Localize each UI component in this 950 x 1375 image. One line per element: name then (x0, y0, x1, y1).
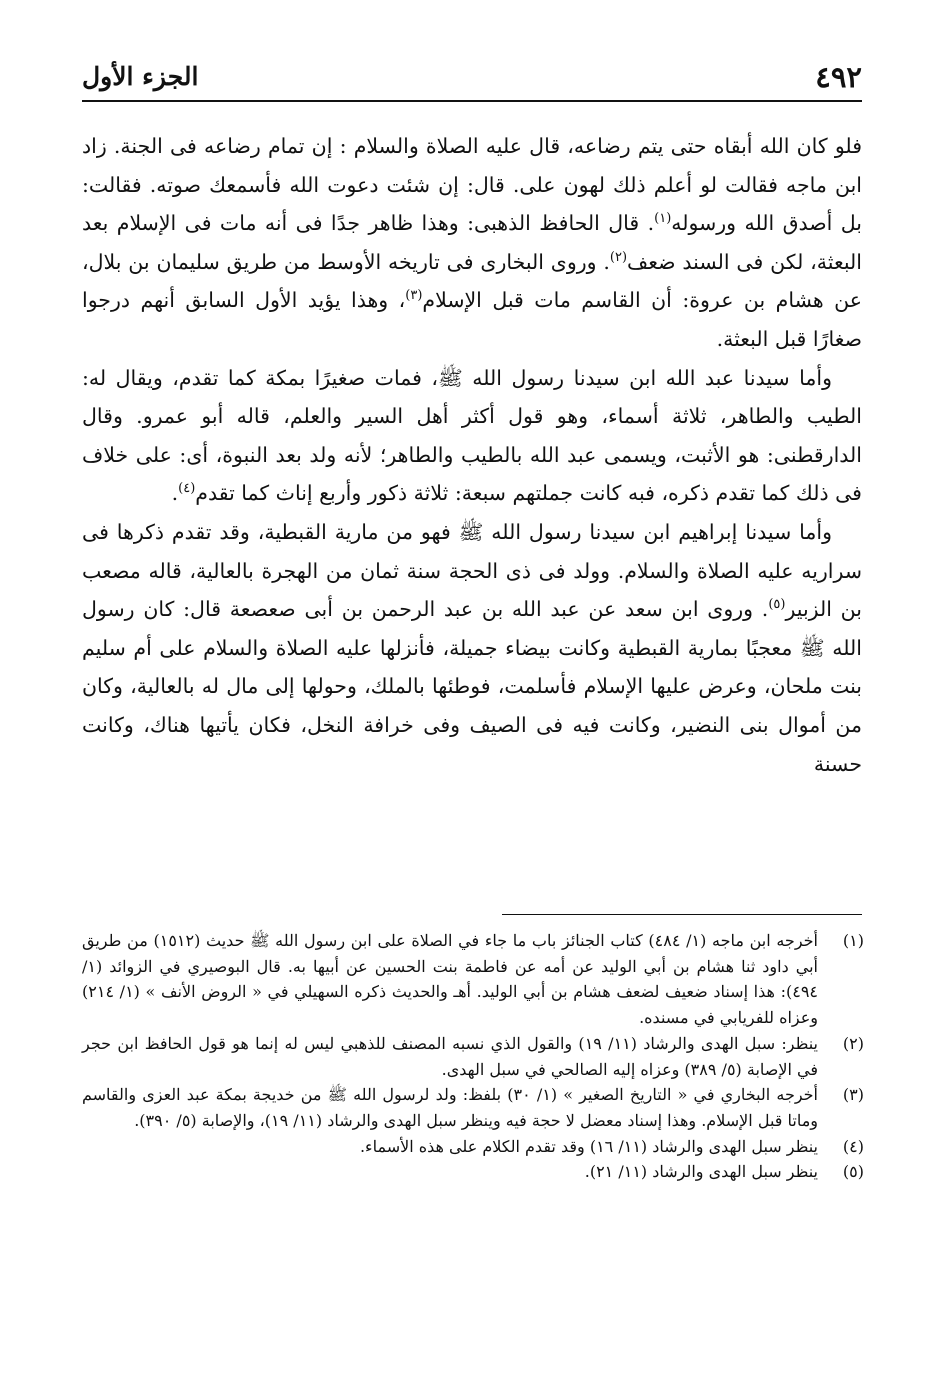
main-text (82, 127, 862, 783)
footnote-text: ينظر: سبل الهدى والرشاد (١١/ ١٩) والقول الذي نسبه المصنف للذهبي ليس له إنما هو قول الحافظ ابن حجر في الإصابة (٥/ ٣٨٩) وعزاه إليه الصالحي في سبل الهدى. (82, 1033, 819, 1079)
paragraph-1-text-c: . وروى البخارى فى تاريخه الأوسط من طريق سليمان بن بلال، عن هشام بن عروة: أن القاسم مات قبل الإسلام (82, 249, 862, 313)
footnote-1 (82, 928, 864, 1031)
footnote-number: (٤) (842, 1136, 864, 1156)
paragraph-1-text-b: . قال الحافظ الذهبى: وهذا ظاهر جدًا فى أنه مات فى الإسلام بعد البعثة، لكن فى السند ضعف (82, 211, 862, 274)
footnotes (82, 928, 864, 1185)
running-title: الجزء الأول (82, 62, 199, 91)
page-header (82, 56, 862, 96)
footnote-text: أخرجه البخاري في « التاريخ الصغير » (١/ ٣٠) بلفظ: ولد لرسول الله ﷺ من خديجة بمكة عبد العزى والقاسم وماتا قبل الإسلام. وهذا إسناد معضل لا حجة فيه وينظر سبل الهدى والرشاد (١١/ ١٩)، والإصابة (٥/ ٣٩٠). (82, 1085, 819, 1130)
paragraph-2-text-a: وأما سيدنا عبد الله ابن سيدنا رسول الله ﷺ، فمات صغيرًا بمكة كما تقدم، ويقال له: الطيب والطاهر، ثلاثة أسماء، وهو قول أكثر أهل السير والعلم، قاله أبو عمرو. وقال الدارقطنى: هو الأثبت، ويسمى عبد الله بالطيب والطاهر؛ لأنه ولد بعد النبوة، أى: على خلاف فى ذلك كما تقدم ذكره، فبه كانت جملتهم سبعة: ثلاثة ذكور وأربع إناث كما تقدم (82, 365, 862, 506)
footnote-text: ينظر سبل الهدى والرشاد (١١/ ٢١). (584, 1162, 818, 1182)
footnote-text: ينظر سبل الهدى والرشاد (١١/ ١٦) وقد تقدم الكلام على هذه الأسماء. (359, 1136, 818, 1156)
footnote-ref-3: (٣) (405, 288, 423, 304)
footnote-number: (٣) (842, 1085, 864, 1105)
paragraph-2 (82, 359, 862, 513)
paragraph-1-text-a: فلو كان الله أبقاه حتى يتم رضاعه، قال عليه الصلاة والسلام : إن تمام رضاعه فى الجنة. زاد ابن ماجه فقالت لو أعلم ذلك لهون على. قال: إن شئت دعوت الله فأسمعك صوته. فقالت: بل أصدق الله ورسوله (82, 134, 862, 236)
paragraph-3-text-a: وأما سيدنا إبراهيم ابن سيدنا رسول الله ﷺ فهو من مارية القبطية، وقد تقدم ذكرها فى سراريه عليه الصلاة والسلام. وولد فى ذى الحجة سنة ثمان من الهجرة بالعالية، قاله مصعب بن الزبير (82, 519, 862, 622)
footnote-number: (٢) (842, 1033, 864, 1053)
footnote-ref-4: (٤) (178, 481, 196, 497)
footnote-5 (82, 1159, 864, 1185)
paragraph-1 (82, 127, 862, 359)
page-number: ٤٩٢ (815, 60, 862, 94)
paragraph-3 (82, 513, 862, 783)
header-rule (82, 100, 862, 102)
footnote-ref-5: (٥) (768, 597, 786, 613)
footnote-4 (82, 1134, 864, 1160)
footnote-2 (82, 1031, 864, 1082)
footnote-number: (١) (842, 931, 864, 950)
paragraph-1-text-d: ، وهذا يؤيد الأول السابق أنهم درجوا صغارًا قبل البعثة. (82, 288, 862, 351)
footnote-separator (502, 914, 862, 915)
footnote-ref-1: (١) (654, 211, 672, 227)
paragraph-2-text-b: . (171, 481, 179, 506)
footnote-3 (82, 1082, 864, 1133)
paragraph-3-text-b: . وروى ابن سعد عن عبد الله بن عبد الرحمن بن أبى صعصعة قال: كان رسول الله ﷺ معجبًا بمارية القبطية وكانت بيضاء جميلة، فأنزلها عليه الصلاة والسلام على أم سليم بنت ملحان، وعرض عليها الإسلام فأسلمت، فوطئها بالملك، وحولها إلى مال له بالعالية، وكان من أموال بنى النضير، وكانت فيه فى الصيف وفى خرافة النخل، فكان يأتيها هناك، وكانت حسنة (82, 597, 862, 776)
footnote-ref-2: (٢) (609, 249, 628, 265)
footnote-text: أخرجه ابن ماجه (١/ ٤٨٤) كتاب الجنائز باب ما جاء في الصلاة على ابن رسول الله ﷺ حديث (١٥١٢) من طريق أبي داود ثنا هشام بن أبي الوليد عن أمه عن فاطمة بنت الحسين عن أبيها به. قال البوصيري في الزوائد (١/ ٤٩٤): هذا إسناد ضعيف لضعف هشام بن أبي الوليد. أهـ والحديث ذكره السهيلي في « الروض الأنف » (١/ ٢١٤) وعزاه للفريابي في مسنده. (82, 931, 819, 1028)
footnote-number: (٥) (842, 1162, 864, 1182)
